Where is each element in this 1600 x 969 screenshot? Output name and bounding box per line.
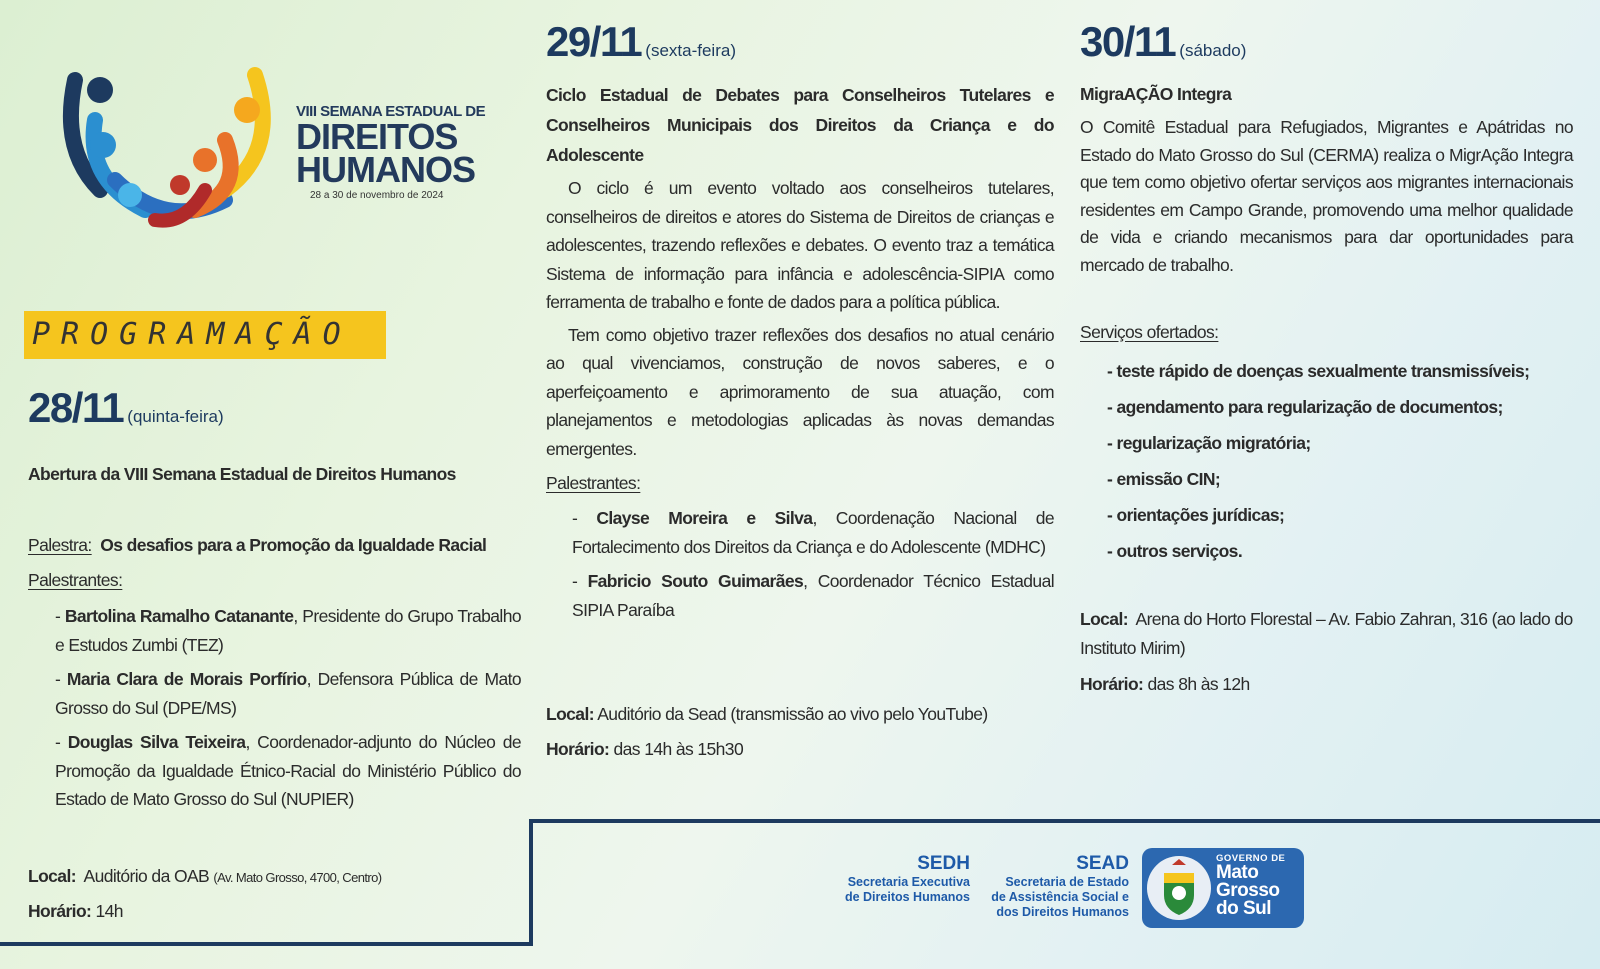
speaker-role: , Coordenador-adjunto do Núcleo de Promoção da Igualdade Étnico-Racial do Ministério Público do Estado de Mato Grosso do Sul (NUPIER) bbox=[55, 732, 522, 809]
day1-palestrantes-label: Palestrantes: bbox=[28, 570, 123, 590]
day3-description: O Comitê Estadual para Refugiados, Migrantes e Apátridas no Estado do Mato Grosso do Sul (CERMA) realiza o MigrAção Integra que tem como objetivo ofertar serviços aos migrantes internacionais residentes em Campo Grande, promovendo uma melhor qualidade de vida e criando mecanismos para dar oportunidades para mercado de trabalho. bbox=[1080, 117, 1573, 275]
day3-local-value: Arena do Horto Florestal – Av. Fabio Zahran, 316 (ao lado do Instituto Mirim) bbox=[1080, 609, 1573, 658]
day2-description bbox=[546, 174, 1054, 463]
day3-servicos-label: Serviços ofertados: bbox=[1080, 322, 1219, 342]
sedh-title: SEDH bbox=[917, 853, 970, 874]
day2-speaker: - Fabricio Souto Guimarães, Coordenador Técnico Estadual SIPIA Paraíba bbox=[572, 571, 1054, 620]
day1-speakers bbox=[55, 602, 521, 814]
day3-horario-label: Horário: bbox=[1080, 674, 1144, 694]
gov-ms-text bbox=[1216, 853, 1285, 918]
day1-title: Abertura da VIII Semana Estadual de Direitos Humanos bbox=[28, 464, 456, 484]
day1-local-value: Auditório da OAB bbox=[83, 866, 210, 886]
day1-horario-label: Horário: bbox=[28, 901, 92, 921]
speaker-name: Fabricio Souto Guimarães bbox=[587, 571, 804, 591]
day1-local-label: Local: bbox=[28, 866, 76, 886]
day3-date-heading bbox=[1080, 18, 1246, 66]
speaker-role: , Coordenação Nacional de Fortalecimento dos Direitos da Criança e do Adolescente (MDHC) bbox=[572, 508, 1054, 557]
day3-horario-value: das 8h às 12h bbox=[1147, 674, 1250, 694]
day3-weekday: (sábado) bbox=[1179, 41, 1247, 60]
sead-sub2: de Assistência Social e bbox=[991, 890, 1129, 904]
day1-date: 28/11 bbox=[28, 384, 124, 431]
day3-horario bbox=[1080, 670, 1250, 699]
gov-line3: Grosso bbox=[1216, 880, 1280, 901]
sead-sub1: Secretaria de Estado bbox=[1005, 875, 1129, 889]
servico-item: - orientações jurídicas; bbox=[1107, 505, 1285, 525]
servico-item: - outros serviços. bbox=[1107, 541, 1243, 561]
day2-para1: O ciclo é um evento voltado aos conselheiros tutelares, conselheiros de direitos e atores do Sistema de Direitos de crianças e adolescentes, trazendo reflexões e debates. O evento traz a temática Sistema de informação para infância e adolescência-SIPIA como ferramenta de trabalho e fonte de dados para a política pública. bbox=[546, 178, 1054, 312]
day1-speaker: - Bartolina Ramalho Catanante, Presidente do Grupo Trabalho e Estudos Zumbi (TEZ) bbox=[55, 606, 521, 655]
day2-date-heading bbox=[546, 18, 736, 66]
footer-frame-side bbox=[529, 819, 533, 946]
day3-title: MigraAÇÃO Integra bbox=[1080, 84, 1232, 104]
sedh-sub1: Secretaria Executiva bbox=[847, 875, 970, 889]
footer-frame-bottom bbox=[0, 942, 533, 946]
day1-local-detail: (Av. Mato Grosso, 4700, Centro) bbox=[213, 870, 382, 885]
servico-item: - emissão CIN; bbox=[1107, 469, 1221, 489]
speaker-role: , Defensora Pública de Mato Grosso do Sul (DPE/MS) bbox=[55, 669, 521, 718]
gov-line4: do Sul bbox=[1216, 898, 1272, 919]
servico-item: - regularização migratória; bbox=[1107, 433, 1311, 453]
day1-palestra bbox=[28, 531, 486, 560]
day2-weekday: (sexta-feira) bbox=[645, 41, 736, 60]
speaker-role: , Presidente do Grupo Trabalho e Estudos Zumbi (TEZ) bbox=[55, 606, 521, 655]
day1-palestra-label: Palestra: bbox=[28, 535, 92, 555]
day3-local-label: Local: bbox=[1080, 609, 1128, 629]
day2-horario-label: Horário: bbox=[546, 739, 610, 759]
day1-horario bbox=[28, 897, 123, 926]
sead-sub3: dos Direitos Humanos bbox=[996, 905, 1129, 919]
programacao-label: PROGRAMAÇÃO bbox=[32, 317, 352, 352]
day3-date: 30/11 bbox=[1080, 18, 1176, 65]
day3-local bbox=[1080, 605, 1580, 662]
logo-title-1: DIREITOS bbox=[296, 116, 458, 157]
day2-speaker: - Clayse Moreira e Silva, Coordenação Nacional de Fortalecimento dos Direitos da Criança e do Adolescente (MDHC) bbox=[572, 508, 1054, 557]
speaker-name: Bartolina Ramalho Catanante bbox=[64, 606, 294, 626]
servico-item: - agendamento para regularização de documentos; bbox=[1107, 397, 1503, 417]
logo-date: 28 a 30 de novembro de 2024 bbox=[310, 190, 444, 201]
speaker-name: Douglas Silva Teixeira bbox=[67, 732, 246, 752]
day2-speakers bbox=[572, 504, 1054, 624]
logo-edition: VIII SEMANA ESTADUAL DE bbox=[296, 103, 486, 120]
sead-logo bbox=[985, 853, 1129, 920]
day2-local bbox=[546, 700, 988, 729]
gov-line2: Mato bbox=[1216, 862, 1259, 883]
servico-item: - teste rápido de doenças sexualmente transmissíveis; bbox=[1107, 361, 1530, 381]
day1-palestra-title: Os desafios para a Promoção da Igualdade Racial bbox=[100, 535, 487, 555]
event-logo-graphic bbox=[55, 60, 285, 235]
day1-local bbox=[28, 862, 381, 893]
day1-date-heading bbox=[28, 384, 224, 432]
day3-servicos-list bbox=[1107, 353, 1529, 569]
day1-weekday: (quinta-feira) bbox=[127, 407, 224, 426]
state-coat-of-arms-icon bbox=[1146, 853, 1212, 928]
sedh-logo bbox=[830, 853, 970, 905]
day2-local-label: Local: bbox=[546, 704, 594, 724]
sead-title: SEAD bbox=[1076, 853, 1129, 874]
day2-local-value: Auditório da Sead (transmissão ao vivo pelo YouTube) bbox=[597, 704, 988, 724]
day1-horario-value: 14h bbox=[95, 901, 123, 921]
gov-line1: GOVERNO DE bbox=[1216, 853, 1286, 864]
footer-frame-top bbox=[532, 819, 1600, 823]
day2-horario-value: das 14h às 15h30 bbox=[613, 739, 744, 759]
day2-date: 29/11 bbox=[546, 18, 642, 65]
day1-speaker: - Douglas Silva Teixeira, Coordenador-adjunto do Núcleo de Promoção da Igualdade Étnico-Racial do Ministério Público do Estado de Mato Grosso do Sul (NUPIER) bbox=[55, 732, 522, 809]
logo-title-2: HUMANOS bbox=[296, 149, 475, 190]
day2-palestrantes-label: Palestrantes: bbox=[546, 473, 641, 493]
event-logo-text bbox=[296, 103, 485, 201]
day2-para2: Tem como objetivo trazer reflexões dos desafios no atual cenário ao qual vivenciamos, construção de novos saberes, e o aperfeiçoamento e aprimoramento de sua atuação, com planejamentos e metodologias aplicadas às novas demandas emergentes. bbox=[546, 324, 1054, 459]
day2-title: Ciclo Estadual de Debates para Conselheiros Tutelares e Conselheiros Municipais dos Direitos da Criança e do Adolescente bbox=[546, 85, 1054, 165]
speaker-name: Maria Clara de Morais Porfírio bbox=[66, 669, 307, 689]
sedh-sub2: de Direitos Humanos bbox=[844, 890, 970, 904]
speaker-name: Clayse Moreira e Silva bbox=[596, 508, 813, 528]
speaker-role: , Coordenador Técnico Estadual SIPIA Paraíba bbox=[572, 571, 1054, 620]
day2-horario bbox=[546, 735, 743, 764]
day1-speaker: - Maria Clara de Morais Porfírio, Defensora Pública de Mato Grosso do Sul (DPE/MS) bbox=[55, 669, 521, 718]
